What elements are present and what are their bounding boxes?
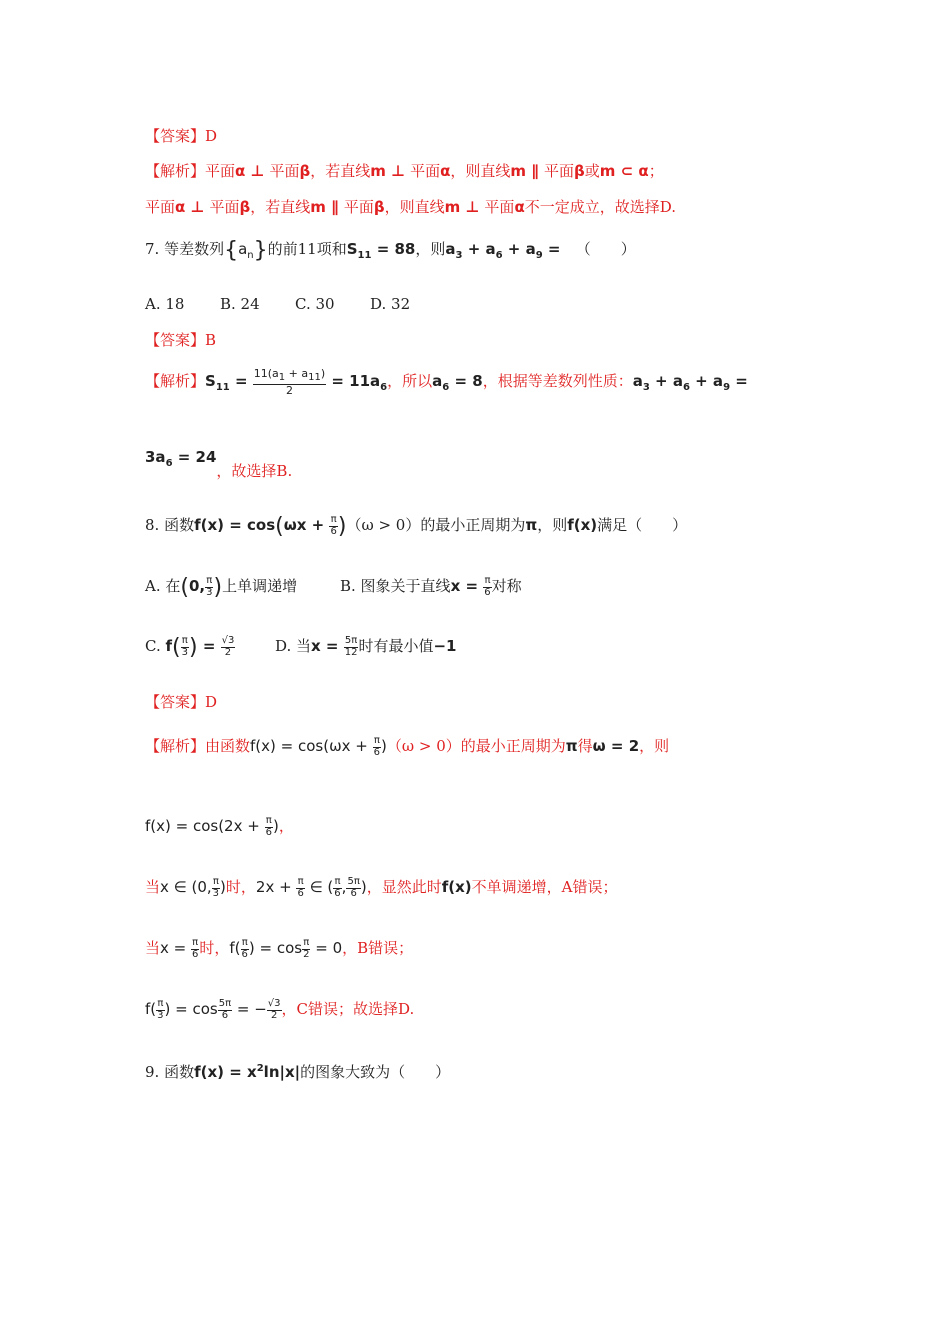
text: ，若直线 <box>310 162 371 180</box>
math: f( <box>145 1000 157 1018</box>
text: 2 <box>285 383 293 397</box>
sum <box>346 240 416 261</box>
text: （ω > 0）的最小正周期为 <box>386 737 566 755</box>
math: β <box>373 198 385 216</box>
math: β <box>239 198 251 216</box>
math <box>194 1063 300 1081</box>
text: 上单调递增 <box>222 577 298 595</box>
q8-analysis-line4 <box>145 938 413 960</box>
math: ∈ ( <box>304 878 334 896</box>
fraction: $\frac{\pi}{6}$ <box>334 876 341 899</box>
fraction: $\frac{\pi}{6}$ <box>330 514 337 537</box>
answer-blank: （ ） <box>575 240 636 258</box>
math: ) = cos <box>248 939 303 957</box>
text: ，C错误；故选择D. <box>281 1000 415 1018</box>
analysis-label: 【解析】 <box>145 737 206 755</box>
text: f(x) = x <box>194 1063 257 1081</box>
math: ) <box>337 514 347 539</box>
question-number: 9. 函数 <box>145 1063 195 1081</box>
subscript: 11 <box>357 250 372 261</box>
text: 时有最小值 <box>358 637 434 655</box>
text: ，B错误； <box>342 939 414 957</box>
math: $a_3 + a_6 + a_9$ = <box>632 372 748 394</box>
math: f( <box>165 635 181 660</box>
text: 平面 <box>269 162 300 180</box>
math: f(x) = cos(ωx + <box>250 737 373 755</box>
text: 平面 <box>343 198 374 216</box>
fraction: $\frac{\pi}{3}$ <box>206 575 213 598</box>
math: m ⊥ <box>444 198 485 216</box>
expr: $a_3 + a_6 + a_9$ = <box>445 240 566 261</box>
math: ) <box>381 737 387 755</box>
answer-label: 【答案】 <box>145 693 206 711</box>
q8-analysis-line2 <box>145 816 294 838</box>
analysis-label: 【解析】 <box>145 162 206 180</box>
q8-answer <box>145 695 217 710</box>
math: β <box>299 162 311 180</box>
option-a <box>145 576 340 599</box>
math: α ⊥ <box>235 162 270 180</box>
text: 满足（ ） <box>597 516 688 534</box>
text: ，则直线 <box>384 198 445 216</box>
text: 当 <box>145 878 161 896</box>
fraction: $\frac{11(a_1 + a_{11})}{2}$ <box>253 367 326 397</box>
option-a: A. 18 <box>145 295 185 313</box>
option-d <box>275 636 457 658</box>
text: 由函数 <box>205 737 251 755</box>
math: ) <box>220 878 226 896</box>
text: D. 当 <box>275 637 312 655</box>
math: α <box>440 162 451 180</box>
text: ，显然此时 <box>366 878 442 896</box>
text: a <box>238 240 248 258</box>
math: ) <box>272 817 279 835</box>
option-c <box>145 636 275 659</box>
math: f(x) = cos(2x + <box>145 817 265 835</box>
math: $S_{11}$ = <box>205 372 253 394</box>
math: ) <box>360 878 367 896</box>
math: α ⊥ <box>175 198 210 216</box>
math: 2x + <box>255 878 297 896</box>
q8-options-cd <box>145 636 457 659</box>
text: A. 在 <box>145 577 181 595</box>
text: ，则 <box>639 737 670 755</box>
answer-value: D <box>205 127 218 145</box>
text: S <box>346 240 358 258</box>
math: f( <box>229 939 241 957</box>
text: ln|x| <box>263 1063 301 1081</box>
math: $3a_6 = 24$ <box>145 448 217 469</box>
text: ，则直线 <box>450 162 511 180</box>
fraction: $\frac{\pi}{3}$ <box>212 876 220 899</box>
q8-stem <box>145 515 687 538</box>
q8-options-ab <box>145 576 522 599</box>
text: 平面 <box>145 198 176 216</box>
text: 平面 <box>544 162 575 180</box>
sequence: $\{a_n\}$ <box>224 238 268 263</box>
math: ) = cos <box>164 1000 218 1018</box>
text: ； <box>648 162 664 180</box>
q7-analysis-line2 <box>145 448 293 480</box>
math: x = <box>160 939 191 957</box>
option-b <box>340 576 522 598</box>
answer-value: D <box>205 693 218 711</box>
question-number: 8. 函数 <box>145 516 195 534</box>
math: α <box>514 198 525 216</box>
fraction: $\frac{\pi}{6}$ <box>297 876 304 899</box>
fraction: $\frac{\pi}{6}$ <box>373 735 381 758</box>
option-c: C. 30 <box>295 295 335 313</box>
answer-label: 【答案】 <box>145 127 206 145</box>
math: m ⊥ <box>370 162 411 180</box>
math: $a_6 = 8$ <box>432 372 483 394</box>
option-b: B. 24 <box>220 295 260 313</box>
superscript: 2 <box>256 1063 264 1074</box>
fraction: $\frac{√3}{2}$ <box>221 635 235 658</box>
math: = 0 <box>310 939 343 957</box>
answer-label: 【答案】 <box>145 331 206 349</box>
q6-analysis-line1 <box>145 164 664 179</box>
text: ， <box>278 817 294 835</box>
text: 的图象大致为（ ） <box>300 1063 451 1081</box>
text: 平面 <box>484 198 515 216</box>
fraction: $\frac{\pi}{6}$ <box>265 815 272 838</box>
text: = 88 <box>371 240 416 258</box>
fraction: $\frac{\pi}{3}$ <box>181 635 188 658</box>
fraction: $\frac{5\pi}{6}$ <box>218 998 232 1021</box>
q7-options <box>145 297 410 312</box>
text: ，根据等差数列性质： <box>482 372 633 391</box>
q6-analysis-line2 <box>145 200 676 215</box>
text: 得 <box>577 737 593 755</box>
option-d: D. 32 <box>370 295 411 313</box>
text: ，若直线 <box>250 198 311 216</box>
math: f(x) <box>567 516 598 534</box>
fraction: $\frac{\pi}{3}$ <box>157 998 164 1021</box>
text: ，则 <box>537 516 568 534</box>
math: β <box>574 162 585 180</box>
math: x = <box>311 637 344 655</box>
q7-stem <box>145 240 636 262</box>
text: 或 <box>584 162 600 180</box>
q7-answer <box>145 333 216 348</box>
math: x = <box>450 577 484 595</box>
math: ) <box>213 575 223 600</box>
text: C. <box>145 637 161 655</box>
text: 当 <box>145 939 161 957</box>
q8-analysis-line1 <box>145 736 669 758</box>
text: 对称 <box>491 577 522 595</box>
math: , <box>341 878 347 896</box>
math: f(x) <box>441 878 472 896</box>
fraction: $\frac{\pi}{6}$ <box>484 575 491 598</box>
fraction: $\frac{\pi}{6}$ <box>192 937 199 960</box>
math: 0, <box>188 577 206 595</box>
text: ，所以 <box>387 372 433 391</box>
fraction: $\frac{5\pi}{12}$ <box>344 635 358 658</box>
math: x ∈ (0, <box>160 878 212 896</box>
q8-analysis-line3 <box>145 877 617 899</box>
fraction: $\frac{\pi}{2}$ <box>303 937 310 960</box>
subscript: n <box>247 250 254 261</box>
math: π <box>565 737 578 755</box>
math: ( <box>180 575 189 600</box>
text: 平面 <box>410 162 441 180</box>
q6-answer <box>145 129 217 144</box>
answer-value: B <box>205 331 217 349</box>
text: ，故选择B. <box>216 462 293 480</box>
math: f(x) = cos(ωx + <box>194 514 330 539</box>
text: B. 图象关于直线 <box>340 577 451 595</box>
text: 时， <box>199 939 230 957</box>
fraction: $\frac{\pi}{6}$ <box>241 937 248 960</box>
math: m ∥ <box>510 162 544 180</box>
math: ) = <box>189 635 221 660</box>
math: −1 <box>433 637 457 655</box>
fraction: $\frac{5\pi}{6}$ <box>347 876 360 899</box>
math: m ∥ <box>310 198 344 216</box>
math: m ⊂ α <box>599 162 649 180</box>
text: 平面 <box>205 162 236 180</box>
text: ，则 <box>415 240 446 258</box>
text: 平面 <box>209 198 240 216</box>
fraction: $\frac{√3}{2}$ <box>267 998 281 1021</box>
text: 的前11项和 <box>267 240 347 258</box>
math: π <box>525 516 538 534</box>
math: = − <box>232 1000 267 1018</box>
question-number: 7. 等差数列 <box>145 240 225 258</box>
q7-analysis-line1 <box>145 368 748 396</box>
text: 时， <box>225 878 256 896</box>
text: （ω > 0）的最小正周期为 <box>346 516 526 534</box>
analysis-label: 【解析】 <box>145 372 206 391</box>
math: ω = 2 <box>592 737 640 755</box>
q8-analysis-line5 <box>145 999 414 1021</box>
text: 不单调递增，A错误； <box>471 878 618 896</box>
math: = $11a_6$ <box>326 372 388 394</box>
text: 不一定成立，故选择D. <box>524 198 677 216</box>
q9-stem <box>145 1064 450 1080</box>
